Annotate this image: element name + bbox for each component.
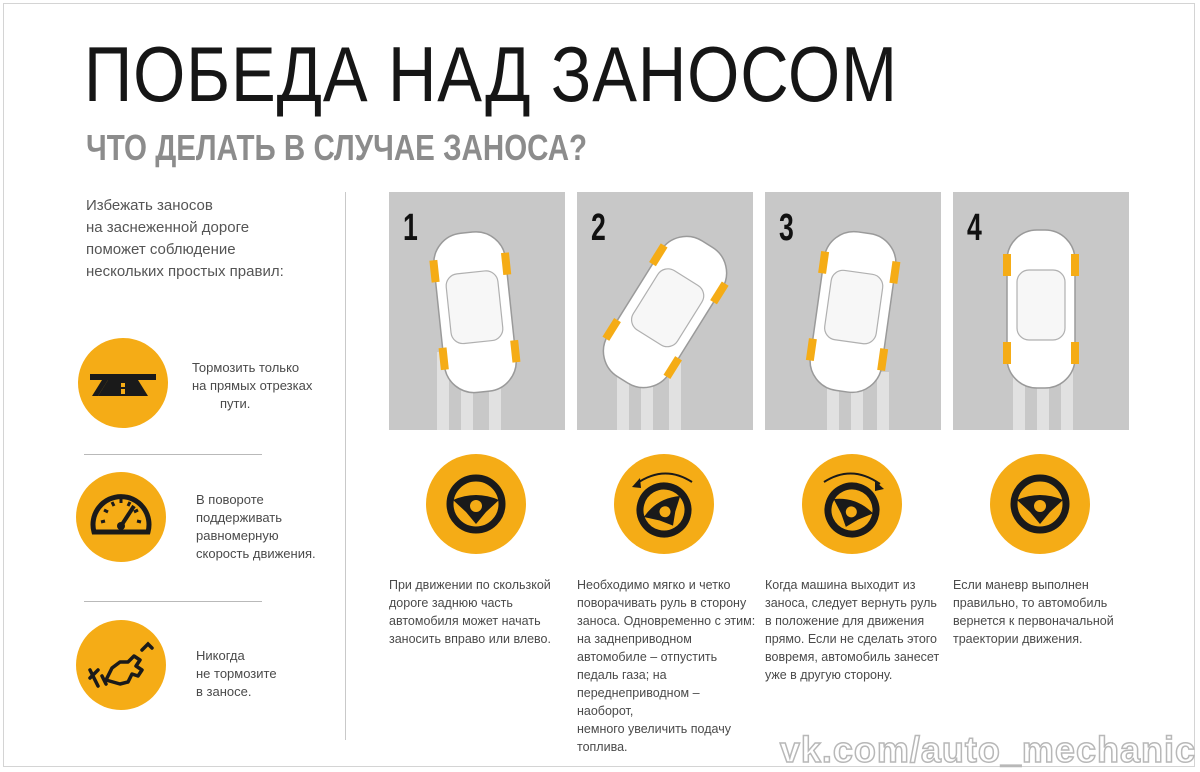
rule-line: поддерживать <box>196 510 283 525</box>
steering-wheel-icon <box>426 454 526 554</box>
rule-text-brake <box>192 359 342 413</box>
car-icon <box>1003 230 1079 388</box>
steering-wheel-icon <box>990 454 1090 554</box>
rule-line: В повороте <box>196 492 264 507</box>
step-4 <box>953 192 1129 646</box>
step-line: автомобиля может начать <box>389 614 541 628</box>
step-line: правильно, то автомобиль <box>953 596 1108 610</box>
step-line: переднеприводном – наоборот, <box>577 686 700 718</box>
steering-wheel-icon <box>802 454 902 554</box>
step-number: 4 <box>967 207 982 249</box>
step-panel <box>953 192 1129 430</box>
speedometer-icon <box>76 472 166 562</box>
step-2 <box>577 192 756 754</box>
page-subtitle: ЧТО ДЕЛАТЬ В СЛУЧАЕ ЗАНОСА? <box>86 127 588 168</box>
step-line: на заднеприводном <box>577 632 692 646</box>
rule-line: пути. <box>220 396 251 411</box>
step-line: заноса. Одновременно с этим: <box>577 614 756 628</box>
car-icon <box>802 227 903 397</box>
intro-line: Избежать заносов <box>86 197 213 214</box>
rule-line: Никогда <box>196 648 245 663</box>
rule-line: на прямых отрезках <box>192 378 313 393</box>
step-number: 2 <box>591 207 606 249</box>
divider <box>84 601 262 602</box>
intro-line: на заснеженной дороге <box>86 219 250 236</box>
step-line: немного увеличить подачу <box>577 722 731 736</box>
step-1 <box>389 192 565 646</box>
step-description <box>389 576 569 648</box>
step-line: При движении по скользкой <box>389 578 551 592</box>
step-line: в положение для движения <box>765 614 925 628</box>
step-panel <box>389 192 565 430</box>
hand-icon <box>76 620 166 710</box>
step-description <box>765 576 945 684</box>
step-3 <box>765 192 941 682</box>
step-line: Необходимо мягко и четко <box>577 578 731 592</box>
step-line: поворачивать руль в сторону <box>577 596 747 610</box>
intro-line: поможет соблюдение <box>86 241 236 258</box>
step-line: педаль газа; на <box>577 668 667 682</box>
rule-line: Тормозить только <box>192 360 300 375</box>
step-line: дороге заднюю часть <box>389 596 513 610</box>
divider <box>84 454 262 455</box>
intro-line: нескольких простых правил: <box>86 263 284 280</box>
rule-line: равномерную <box>196 528 279 543</box>
column-divider <box>345 192 346 740</box>
step-line: вернется к первоначальной <box>953 614 1114 628</box>
step-line: Когда машина выходит из <box>765 578 916 592</box>
step-description <box>577 576 757 756</box>
rule-text-speed <box>196 491 346 563</box>
step-line: прямо. Если не сделать этого <box>765 632 938 646</box>
page-title: ПОБЕДА НАД ЗАНОСОМ <box>84 30 898 118</box>
step-line: автомобиле – отпустить <box>577 650 718 664</box>
step-line: уже в другую сторону. <box>765 668 893 682</box>
step-description <box>953 576 1133 648</box>
step-line: заноса, следует вернуть руль <box>765 596 937 610</box>
step-line: вовремя, автомобиль занесет <box>765 650 940 664</box>
step-line: заносить вправо или влево. <box>389 632 551 646</box>
car-icon <box>589 223 742 401</box>
step-panel <box>765 192 941 430</box>
step-panel <box>577 192 753 430</box>
step-number: 3 <box>779 207 794 249</box>
step-line: траектории движения. <box>953 632 1083 646</box>
step-line: топлива. <box>577 740 628 754</box>
step-line: Если маневр выполнен <box>953 578 1089 592</box>
rule-text-never-brake <box>196 647 346 701</box>
watermark: vk.com/auto_mechanic <box>779 729 1196 770</box>
step-number: 1 <box>403 207 418 249</box>
rule-line: скорость движения. <box>196 546 316 561</box>
road-icon <box>78 338 168 428</box>
rule-line: не тормозите <box>196 666 277 681</box>
steering-wheel-icon <box>614 454 714 554</box>
intro-text <box>86 195 346 283</box>
rule-line: в заносе. <box>196 684 252 699</box>
